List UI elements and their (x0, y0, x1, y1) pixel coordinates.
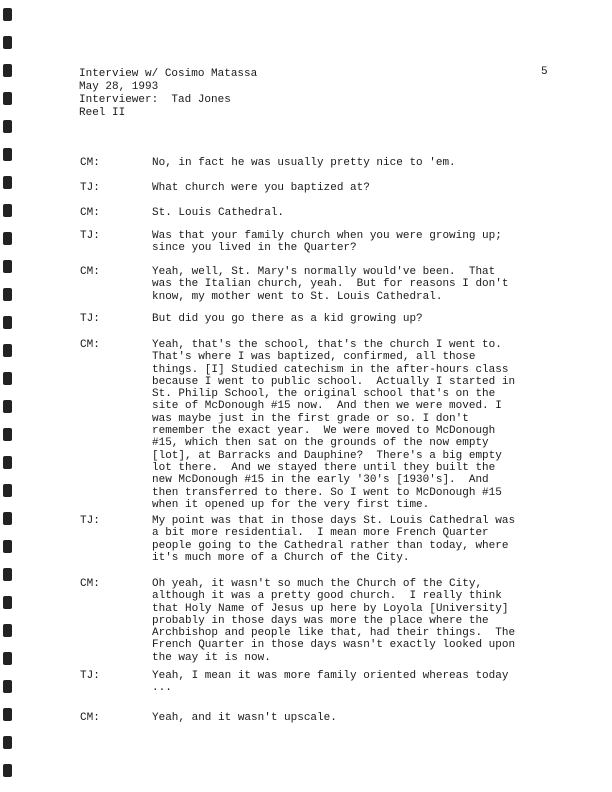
dialogue-line: the way it is now. (152, 651, 271, 664)
dialogue-text (152, 207, 572, 219)
binding-hole (3, 8, 12, 21)
binding-hole (3, 288, 12, 301)
dialogue-line: that Holy Name of Jesus up here by Loyola [University] (152, 602, 509, 615)
page-number: 5 (541, 66, 548, 78)
dialogue-line: was the Italian church, yeah. But for reasons I don't (152, 278, 509, 291)
binding-hole (3, 624, 12, 637)
binding-hole (3, 148, 12, 161)
header-interviewer: Interviewer: Tad Jones (79, 94, 231, 106)
header-date: May 28, 1993 (79, 81, 159, 93)
binding-hole (3, 512, 12, 525)
dialogue-line: Oh yeah, it wasn't so much the Church of the City, (152, 578, 483, 590)
dialogue-line: That's where I was baptized, confirmed, all those (152, 351, 476, 364)
binding-hole (3, 736, 12, 749)
speaker-label: CM: (80, 207, 100, 219)
speaker-label: TJ: (80, 313, 100, 325)
dialogue-line: Yeah, and it wasn't upscale. (152, 712, 337, 724)
binding-hole (3, 316, 12, 329)
binding-hole (3, 36, 12, 49)
binding-hole (3, 540, 12, 553)
dialogue-line: although it was a pretty good church. I really think (152, 590, 502, 603)
dialogue-line: know, my mother went to St. Louis Cathedral. (152, 290, 443, 303)
dialogue-line: #15, which then sat on the grounds of the now empty (152, 437, 489, 450)
binding-hole (3, 372, 12, 385)
dialogue-line: Yeah, I mean it was more family oriented whereas today (152, 670, 509, 682)
dialogue-text (152, 266, 572, 303)
binding-hole (3, 484, 12, 497)
binding-hole (3, 680, 12, 693)
dialogue-line: St. Louis Cathedral. (152, 207, 285, 219)
speaker-label: TJ: (80, 670, 100, 682)
dialogue-line: ... (152, 682, 172, 695)
binding-hole (3, 232, 12, 245)
binding-hole (3, 428, 12, 441)
binding-hole (3, 400, 12, 413)
dialogue-line: French Quarter in those days wasn't exactly looked upon (152, 639, 516, 652)
dialogue-line: people going to the Cathedral rather than today, where (152, 539, 509, 552)
speaker-label: CM: (80, 157, 100, 169)
dialogue-line: things. [I] Studied catechism in the after-hours class (152, 363, 509, 376)
speaker-label: CM: (80, 339, 100, 351)
dialogue-text (152, 182, 572, 194)
dialogue-line: when it opened up for the very first time. (152, 498, 430, 511)
binding-hole (3, 92, 12, 105)
dialogue-text (152, 578, 572, 664)
dialogue-line: was maybe just in the first grade or so. I don't (152, 412, 469, 425)
speaker-label: CM: (80, 578, 100, 590)
dialogue-line: because I went to public school. Actually I started in (152, 375, 516, 388)
dialogue-line: Yeah, well, St. Mary's normally would've been. That (152, 266, 496, 278)
dialogue-text (152, 157, 572, 169)
binding-hole (3, 204, 12, 217)
binding-hole (3, 344, 12, 357)
binding-hole (3, 596, 12, 609)
dialogue-line: St. Philip School, the original school that's on the (152, 388, 496, 401)
dialogue-text (152, 230, 572, 255)
dialogue-line: remember the exact year. We were moved to McDonough (152, 425, 496, 438)
binding-hole (3, 120, 12, 133)
dialogue-text (152, 313, 572, 325)
speaker-label: TJ: (80, 515, 100, 527)
spiral-binding (0, 0, 14, 792)
speaker-label: TJ: (80, 182, 100, 194)
dialogue-line: new McDonough #15 in the early '30's [1930's]. And (152, 474, 489, 487)
speaker-label: CM: (80, 266, 100, 278)
dialogue-line: Archbishop and people like that, had their things. The (152, 627, 516, 640)
dialogue-line: probably in those days was more the place where the (152, 614, 489, 627)
dialogue-line: Was that your family church when you were growing up; (152, 230, 502, 242)
dialogue-line: My point was that in those days St. Louis Cathedral was (152, 515, 516, 527)
header-interview-title: Interview w/ Cosimo Matassa (79, 68, 258, 80)
transcript-header (79, 68, 257, 120)
dialogue-text (152, 712, 572, 724)
dialogue-line: Yeah, that's the school, that's the church I went to. (152, 339, 502, 351)
binding-hole (3, 456, 12, 469)
dialogue-line: since you lived in the Quarter? (152, 242, 357, 255)
dialogue-line: lot there. And we stayed there until they built the (152, 461, 496, 474)
binding-hole (3, 64, 12, 77)
dialogue-line: it's much more of a Church of the City. (152, 551, 410, 564)
dialogue-text (152, 339, 572, 511)
binding-hole (3, 260, 12, 273)
dialogue-line: site of McDonough #15 now. And then we were moved. I (152, 400, 502, 413)
binding-hole (3, 764, 12, 777)
speaker-label: CM: (80, 712, 100, 724)
binding-hole (3, 176, 12, 189)
dialogue-line: then transferred to there. So I went to McDonough #15 (152, 486, 502, 499)
dialogue-line: What church were you baptized at? (152, 182, 370, 194)
dialogue-line: But did you go there as a kid growing up? (152, 313, 423, 325)
speaker-label: TJ: (80, 230, 100, 242)
dialogue-text (152, 515, 572, 564)
dialogue-line: a bit more residential. I mean more French Quarter (152, 527, 489, 540)
header-reel: Reel II (79, 107, 126, 119)
dialogue-line: [lot], at Barracks and Dauphine? There's a big empty (152, 449, 502, 462)
dialogue-line: No, in fact he was usually pretty nice to 'em. (152, 157, 456, 169)
dialogue-text (152, 670, 572, 695)
binding-hole (3, 652, 12, 665)
binding-hole (3, 708, 12, 721)
binding-hole (3, 568, 12, 581)
